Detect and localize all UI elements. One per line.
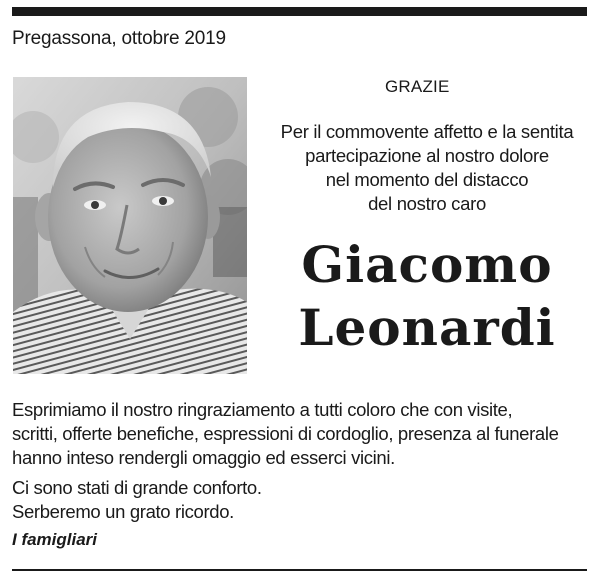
paragraph-line: hanno inteso rendergli omaggio ed esserci vicini. — [12, 447, 395, 468]
top-rule — [12, 7, 587, 16]
notice-message — [262, 120, 592, 216]
paragraph-line: scritti, offerte benefiche, espressioni di cordoglio, presenza al funerale — [12, 423, 559, 444]
message-line: partecipazione al nostro dolore — [305, 145, 549, 166]
message-line: Per il commovente affetto e la sentita — [280, 121, 574, 142]
bottom-rule — [12, 569, 587, 571]
signature: I famigliari — [12, 530, 98, 549]
message-line: del nostro caro — [368, 193, 486, 214]
place-date: Pregassona, ottobre 2019 — [12, 28, 226, 49]
closing-line: Ci sono stati di grande conforto. — [12, 477, 262, 498]
deceased-last-name: Leonardi — [298, 298, 556, 357]
paragraph-line: Esprimiamo il nostro ringraziamento a tutti coloro che con visite, — [12, 399, 513, 420]
deceased-first-name: Giacomo — [301, 235, 553, 294]
portrait-photo — [13, 77, 247, 374]
message-line: nel momento del distacco — [325, 169, 529, 190]
notice-heading: GRAZIE — [385, 77, 450, 96]
closing-line: Serberemo un grato ricordo. — [12, 501, 234, 522]
thanks-body — [12, 398, 592, 524]
